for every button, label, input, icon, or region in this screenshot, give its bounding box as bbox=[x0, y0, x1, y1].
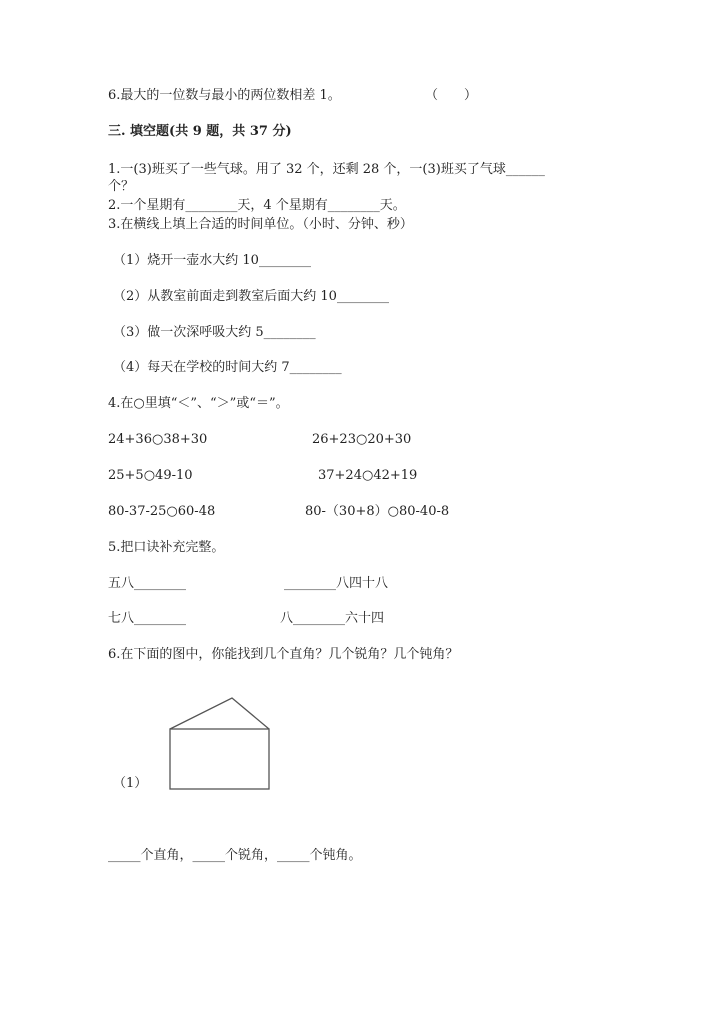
question-3-sub-4: （4）每天在学校的时间大约 7________ bbox=[113, 360, 342, 375]
question-5: 5.把口诀补充完整。 bbox=[108, 540, 225, 555]
question-3-sub-3: （3）做一次深呼吸大约 5________ bbox=[113, 325, 316, 340]
question-4: 4.在○里填“＜”、“＞”或“＝”。 bbox=[108, 396, 289, 411]
compare-row-2-left: 25+5○49-10 bbox=[108, 468, 193, 483]
question-6-answer-line: _____个直角，_____个锐角，_____个钝角。 bbox=[108, 848, 362, 863]
section-title-fill-in: 三. 填空题(共 9 题，共 37 分) bbox=[108, 124, 292, 139]
compare-row-2-right: 37+24○42+19 bbox=[318, 468, 418, 483]
question-2: 2.一个星期有________天，4 个星期有________天。 bbox=[108, 198, 406, 213]
judge-item-6-answer-box[interactable]: （ ） bbox=[425, 88, 478, 103]
roof-triangle bbox=[170, 698, 269, 729]
figure-label: （1） bbox=[113, 776, 148, 791]
rhyme-row-2-right: 八________六十四 bbox=[280, 611, 385, 626]
judge-item-6: 6.最大的一位数与最小的两位数相差 1。 bbox=[108, 88, 341, 103]
question-3: 3.在横线上填上合适的时间单位。（小时、分钟、秒） bbox=[108, 217, 413, 232]
compare-row-1-right: 26+23○20+30 bbox=[312, 432, 412, 447]
house-rectangle bbox=[170, 729, 269, 789]
question-3-sub-2: （2）从教室前面走到教室后面大约 10________ bbox=[113, 289, 389, 304]
compare-row-3-left: 80-37-25○60-48 bbox=[108, 504, 216, 519]
rhyme-row-2-left: 七八________ bbox=[108, 611, 187, 626]
compare-row-3-right: 80-（30+8）○80-40-8 bbox=[305, 504, 450, 519]
rhyme-row-1-right: ________八四十八 bbox=[284, 576, 389, 591]
question-3-sub-1: （1）烧开一壶水大约 10________ bbox=[113, 253, 311, 268]
rhyme-row-1-left: 五八________ bbox=[108, 576, 187, 591]
question-1-line-2: 个？ bbox=[108, 179, 135, 194]
question-1-line-1: 1.一(3)班买了一些气球。用了 32 个，还剩 28 个，一(3)班买了气球______ bbox=[108, 162, 545, 177]
house-shape-figure bbox=[165, 693, 275, 793]
question-6: 6.在下面的图中，你能找到几个直角？几个锐角？几个钝角？ bbox=[108, 647, 459, 662]
compare-row-1-left: 24+36○38+30 bbox=[108, 432, 208, 447]
